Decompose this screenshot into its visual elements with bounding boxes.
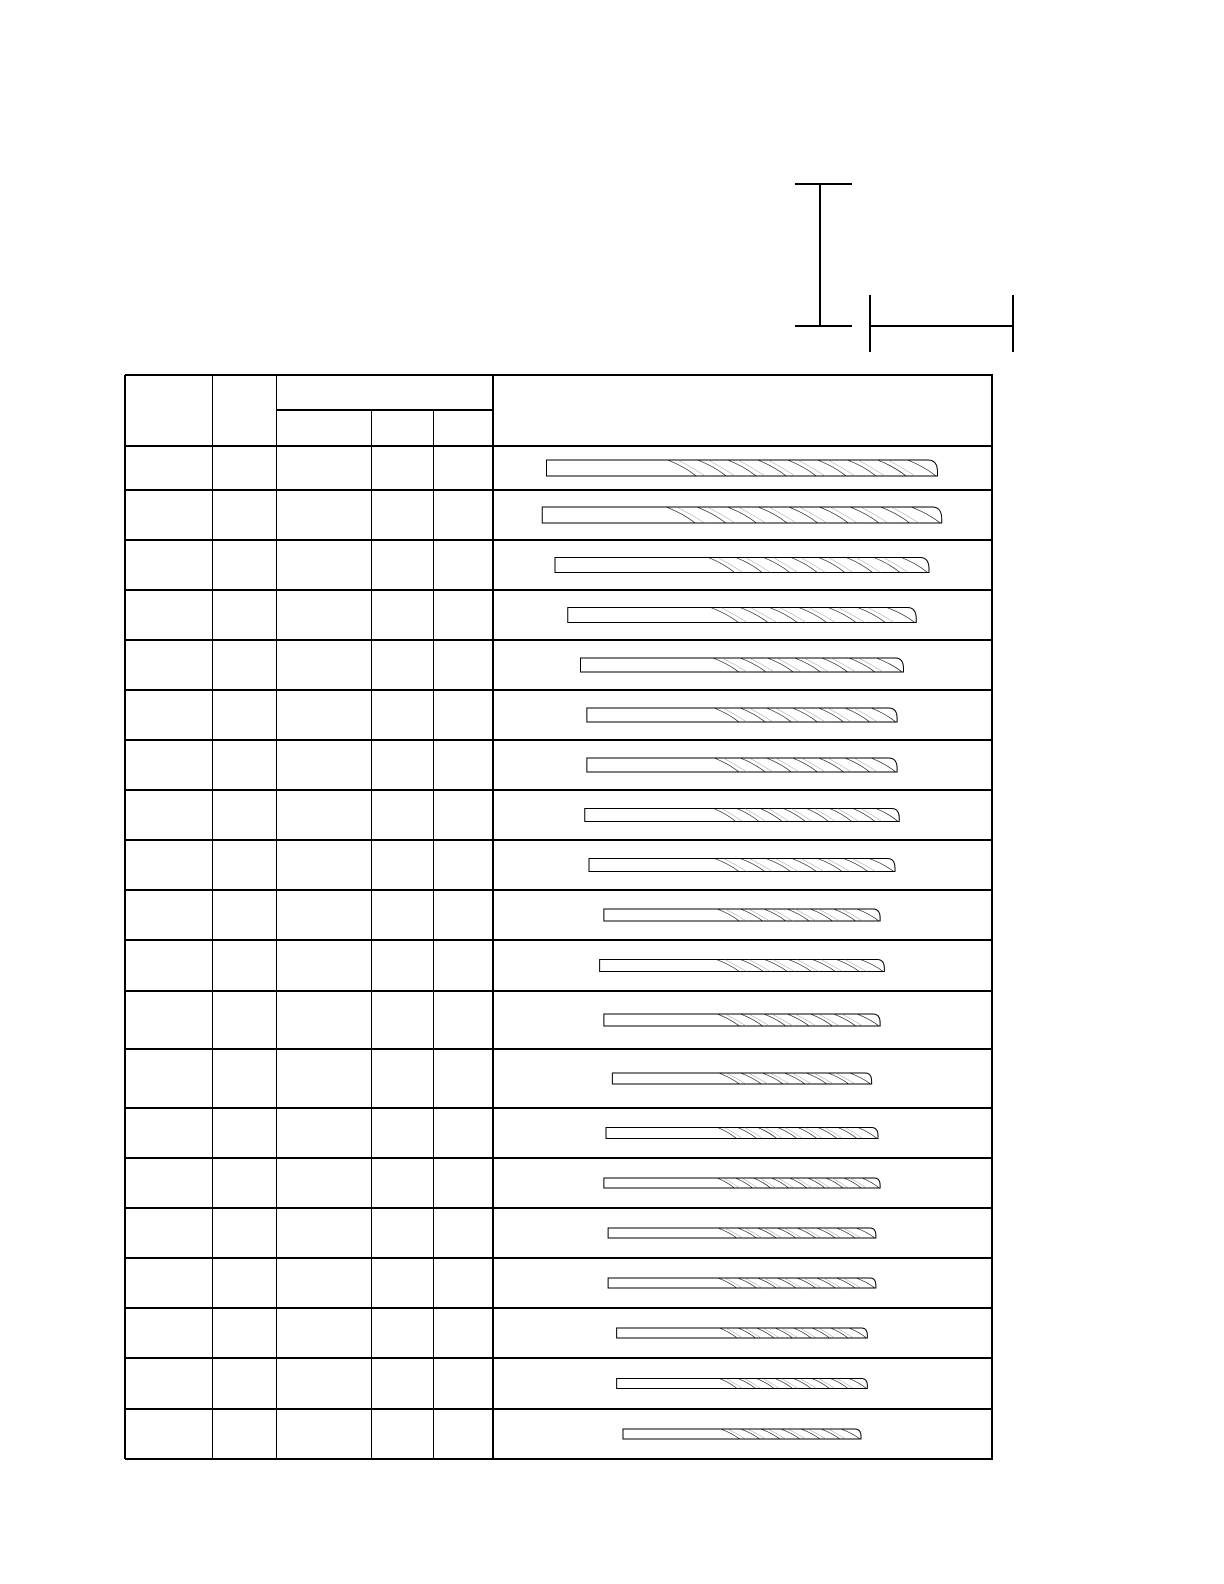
drill-bit [542, 507, 942, 523]
drill-bit [555, 558, 929, 573]
drill-bit [604, 909, 880, 921]
drill-bit [604, 1178, 880, 1188]
drill-bit [623, 1429, 861, 1439]
drill-bit [547, 460, 938, 476]
drill-bit [587, 758, 897, 772]
drill-bit [608, 1278, 876, 1288]
drill-bit [612, 1073, 871, 1084]
drill-bit [608, 1228, 876, 1238]
drill-bit [568, 608, 917, 623]
drill-bit [600, 960, 885, 972]
drill-bit [617, 1379, 868, 1389]
drill-bit [587, 708, 897, 722]
drill-bit [617, 1328, 868, 1338]
drill-bit [606, 1128, 878, 1139]
drill-bit [581, 658, 904, 672]
drill-bit [589, 859, 895, 872]
drill-bit [604, 1014, 880, 1026]
drill-bit [585, 809, 900, 822]
